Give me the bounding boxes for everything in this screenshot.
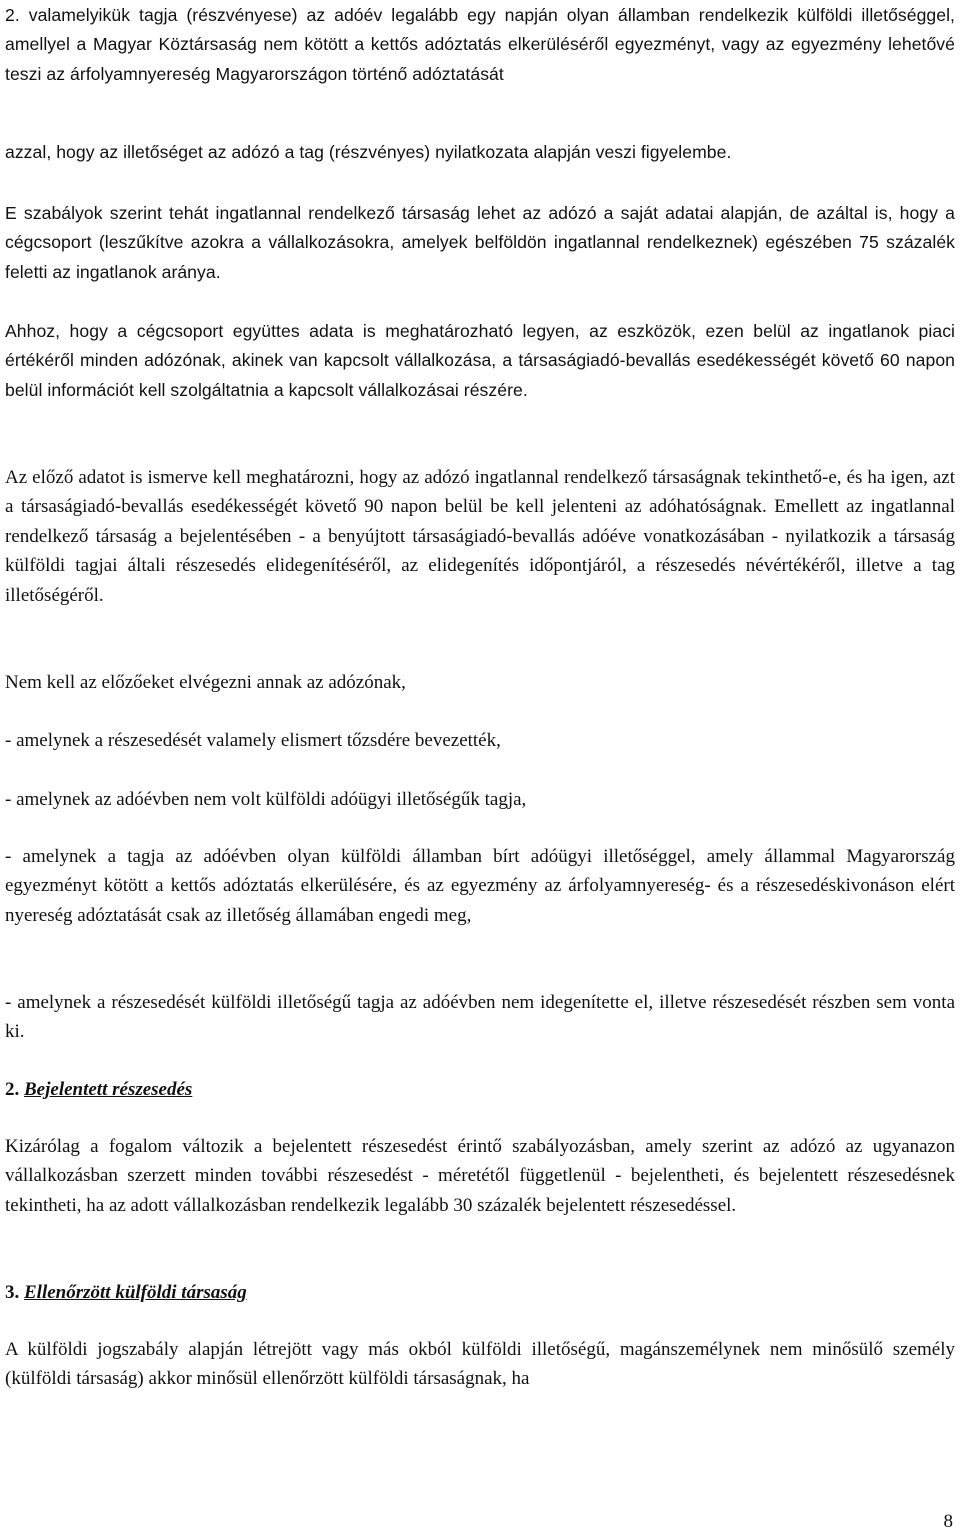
paragraph-exemptions-intro: Nem kell az előzőeket elvégezni annak az adózónak, — [5, 672, 406, 693]
paragraph-notification: Az előző adatot is ismerve kell meghatározni, hogy az adózó ingatlannal rendelkező társaságnak tekinthető-e, és ha igen, azt a társaságiadó-bevallás esedékességét követő 90 napon belül be kell jelenteni az adóhatóságnak. Emellett az ingatlannal rendelkező társaság a bejelentésében - a benyújtott társaságiadó-bevallás adóéve vonatkozásában - nyilatkozik a társaság külföldi tagjai általi részesedés elidegenítéséről, az elidegenítés időpontjáról, a részesedés névértékéről, illetve a tag illetőségéről. — [5, 467, 955, 606]
list-item-exemption-3: - amelynek a tagja az adóévben olyan külföldi államban bírt adóügyi illetőséggel, amely állammal Magyarország egyezményt kötött a kettős adóztatás elkerülésére, és az egyezmény az árfolyamnyereség- és a részesedéskivonáson elért nyereség adóztatását csak az illetőség államában engedi meg, — [5, 846, 955, 926]
section-heading-2 — [5, 1075, 192, 1104]
paragraph-residency-note: azzal, hogy az illetőséget az adózó a tag (részvényes) nyilatkozata alapján veszi figyelembe. — [5, 142, 732, 162]
page-number: 8 — [943, 1511, 953, 1532]
paragraph-group-data: Ahhoz, hogy a cégcsoport együttes adata is meghatározható legyen, az eszközök, ezen belül az ingatlanok piaci értékéről minden adózónak, akinek van kapcsolt vállalkozása, a társaságiadó-bevallás esedékességét követő 60 napon belül információt kell szolgáltatnia a kapcsolt vállalkozásai részére. — [5, 321, 955, 400]
paragraph-condition-2: 2. valamelyikük tagja (részvényese) az adóév legalább egy napján olyan államban rendelkezik külföldi illetőséggel, amellyel a Magyar Köztársaság nem kötött a kettős adóztatás elkerüléséről egyezményt, vagy az egyezmény lehetővé teszi az árfolyamnyereség Magyarországon történő adóztatását — [5, 5, 955, 84]
section-number: 3. — [5, 1282, 24, 1303]
list-item-exemption-4: - amelynek a részesedését külföldi illetőségű tagja az adóévben nem idegenítette el, illetve részesedését részben sem vonta ki. — [5, 992, 955, 1043]
paragraph-declared-share: Kizárólag a fogalom változik a bejelentett részesedést érintő szabályozásban, amely szerint az adózó az ugyanazon vállalkozásban szerzett minden további részesedést - méretétől függetlenül - bejelentheti, és bejelentett részesedésnek tekintheti, ha az adott vállalkozásban rendelkezik legalább 30 százalék bejelentett részesedéssel. — [5, 1136, 955, 1216]
list-item-exemption-1: - amelynek a részesedését valamely elismert tőzsdére bevezették, — [5, 730, 501, 751]
paragraph-real-estate-company: E szabályok szerint tehát ingatlannal rendelkező társaság lehet az adózó a saját adatai alapján, de azáltal is, hogy a cégcsoport (leszűkítve azokra a vállalkozásokra, amelyek belföldön ingatlannal rendelkeznek) egészében 75 százalék feletti az ingatlanok aránya. — [5, 203, 955, 282]
section-number: 2. — [5, 1079, 24, 1100]
list-item-exemption-2: - amelynek az adóévben nem volt külföldi adóügyi illetőségűk tagja, — [5, 789, 527, 810]
section-heading-3 — [5, 1278, 247, 1307]
section-title: Ellenőrzött külföldi társaság — [24, 1282, 247, 1303]
paragraph-controlled-foreign-company: A külföldi jogszabály alapján létrejött vagy más okból külföldi illetőségű, magánszemélynek nem minősülő személy (külföldi társaság) akkor minősül ellenőrzött külföldi társaságnak, ha — [5, 1339, 955, 1390]
section-title: Bejelentett részesedés — [24, 1079, 193, 1100]
